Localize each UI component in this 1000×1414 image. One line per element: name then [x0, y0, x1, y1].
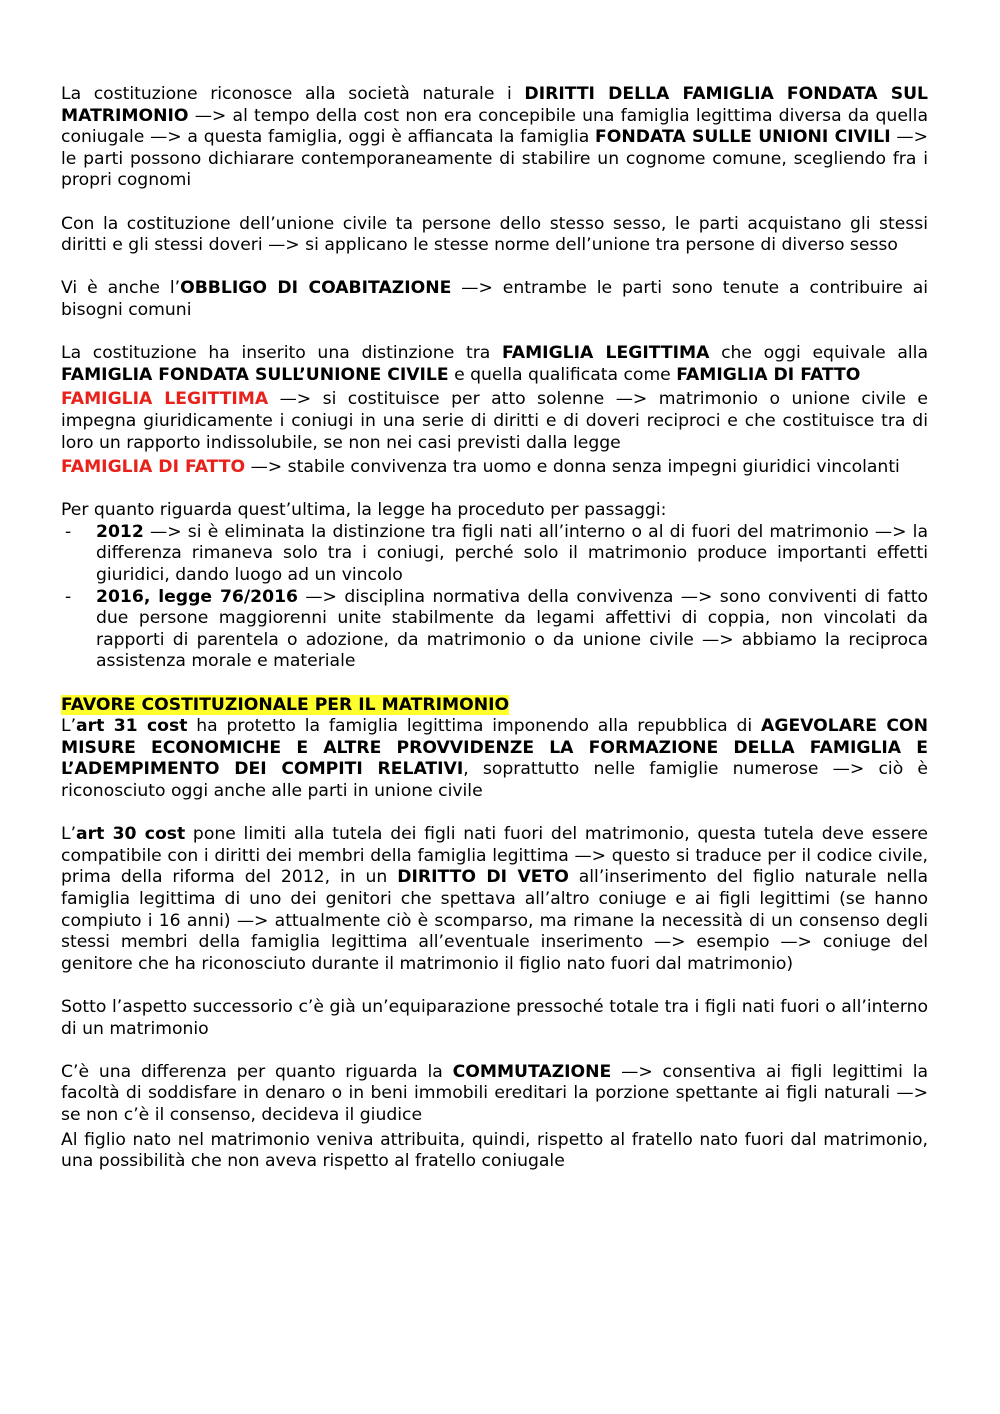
bold-term: OBBLIGO DI COABITAZIONE — [180, 278, 452, 299]
section-heading — [61, 695, 928, 717]
list-item: - 2016, legge 76/2016 —> disciplina normativa della convivenza —> sono conviventi di fatto due persone maggiorenni unite stabilmente da legami affettivi di coppia, non vincolati da rapporti di parentela o adozione, da matrimonio o da unione civile —> abbiamo la reciproca assistenza morale e materiale — [65, 586, 928, 672]
red-term: FAMIGLIA DI FATTO — [61, 457, 246, 478]
paragraph-distinzione: La costituzione ha inserito una distinzione tra FAMIGLIA LEGITTIMA che oggi equivale alla FAMIGLIA FONDATA SULL’UNIONE CIVILE e quella qualificata come FAMIGLIA DI FATTO — [61, 343, 928, 385]
paragraph-unione-civile: Con la costituzione dell’unione civile ta persone dello stesso sesso, le parti acquistano gli stessi diritti e gli stessi doveri —> si applicano le stesse norme dell’unione tra persone di diverso sesso — [61, 213, 928, 256]
bold-term: art 31 cost — [76, 716, 188, 737]
paragraph-passaggi: Per quanto riguarda quest’ultima, la legge ha proceduto per passaggi: — [61, 500, 667, 521]
spacer — [61, 479, 928, 501]
spacer — [61, 192, 928, 214]
paragraph-successorio: Sotto l’aspetto successorio c’è già un’equiparazione pressoché totale tra i figli nati fuori o all’interno di un matrimonio — [61, 996, 928, 1039]
bold-term: art 30 cost — [76, 824, 186, 845]
dash-bullet: - — [65, 586, 72, 607]
highlighted-heading: FAVORE COSTITUZIONALE PER IL MATRIMONIO — [61, 694, 510, 715]
spacer — [61, 257, 928, 279]
bold-term: 2016, legge 76/2016 — [96, 586, 298, 607]
paragraph-famiglia-legittima: FAMIGLIA LEGITTIMA —> si costituisce per atto solenne —> matrimonio o unione civile e impegna giuridicamente i coniugi in una serie di diritti e di doveri reciproci e che costituisce tra di loro un rapporto indissolubile, se non nei casi previsti dalla legge — [61, 389, 928, 453]
red-term: FAMIGLIA LEGITTIMA — [61, 389, 269, 410]
spacer — [61, 975, 928, 997]
bold-term: DIRITTI DELLA FAMIGLIA FONDATA SUL MATRIMONIO — [61, 84, 928, 126]
paragraph-art-31: L’art 31 cost ha protetto la famiglia legittima imponendo alla repubblica di AGEVOLARE CON MISURE ECONOMICHE E ALTRE PROVVIDENZE LA FORMAZIONE DELLA FAMIGLIA E L’ADEMPIMENTO DEI COMPITI RELATIVI, soprattutto nelle famiglie numerose —> ciò è riconosciuto oggi anche alle parti in unione civile — [61, 716, 928, 801]
spacer — [61, 673, 928, 695]
paragraph-coabitazione: Vi è anche l’OBBLIGO DI COABITAZIONE —> entrambe le parti sono tenute a contribuire ai bisogni comuni — [61, 278, 929, 320]
bold-term: DIRITTO DI VETO — [397, 867, 569, 888]
paragraph-art-30: L’art 30 cost pone limiti alla tutela dei figli nati fuori del matrimonio, questa tutela deve essere compatibile con i diritti dei membri della famiglia legittima —> questo si traduce per il codice civile, prima della riforma del 2012, in un DIRITTO DI VETO all’inserimento del figlio naturale nella famiglia legittima di uno dei genitori che spettava all’altro coniuge e ai figli legittimi (se hanno compiuto i 16 anni) —> attualmente ciò è scomparso, ma rimane la necessità di un consenso degli stessi membri della famiglia legittima all’eventuale inserimento —> esempio —> coniuge del genitore che ha riconosciuto durante il matrimonio il figlio nato fuori dal matrimonio) — [61, 824, 928, 974]
bold-term: FAMIGLIA DI FATTO — [676, 364, 861, 385]
paragraph-famiglia-matrimonio: La costituzione riconosce alla società naturale i DIRITTI DELLA FAMIGLIA FONDATA SUL MATRIMONIO —> al tempo della cost non era concepibile una famiglia legittima diversa da quella coniugale —> a questa famiglia, oggi è affiancata la famiglia FONDATA SULLE UNIONI CIVILI —> le parti possono dichiarare contemporaneamente di stabilire un cognome comune, scegliendo fra i propri cognomi — [61, 84, 928, 191]
spacer — [61, 803, 928, 825]
bold-term: FAMIGLIA FONDATA SULL’UNIONE CIVILE — [61, 364, 449, 385]
paragraph-famiglia-di-fatto: FAMIGLIA DI FATTO —> stabile convivenza tra uomo e donna senza impegni giuridici vincolanti — [61, 457, 900, 478]
bold-term: AGEVOLARE CON MISURE ECONOMICHE E ALTRE PROVVIDENZE LA FORMAZIONE DELLA FAMIGLIA E L’ADEMPIMENTO DEI COMPITI RELATIVI — [61, 716, 928, 780]
bold-term: 2012 — [96, 521, 144, 542]
paragraph-commutazione: C’è una differenza per quanto riguarda la COMMUTAZIONE —> consentiva ai figli legittimi la facoltà di soddisfare in denaro o in beni immobili ereditari la porzione spettante ai figli naturali —> se non c’è il consenso, decideva il giudice — [61, 1061, 929, 1125]
spacer — [61, 322, 928, 344]
bold-term: FONDATA SULLE UNIONI CIVILI — [595, 127, 891, 148]
paragraph-figlio-matrimonio: Al figlio nato nel matrimonio veniva attribuita, quindi, rispetto al fratello nato fuori dal matrimonio, una possibilità che non aveva rispetto al fratello coniugale — [61, 1129, 928, 1172]
dash-bullet: - — [65, 521, 72, 542]
bold-term: FAMIGLIA LEGITTIMA — [502, 343, 710, 364]
list-item: - 2012 —> si è eliminata la distinzione tra figli nati all’interno o al di fuori del matrimonio —> la differenza rimaneva solo tra i coniugi, perché solo il matrimonio produce importanti effetti giuridici, dando luogo ad un vincolo — [65, 521, 928, 586]
bold-term: COMMUTAZIONE — [452, 1061, 612, 1082]
spacer — [61, 1040, 928, 1062]
passaggi-list — [61, 522, 928, 673]
